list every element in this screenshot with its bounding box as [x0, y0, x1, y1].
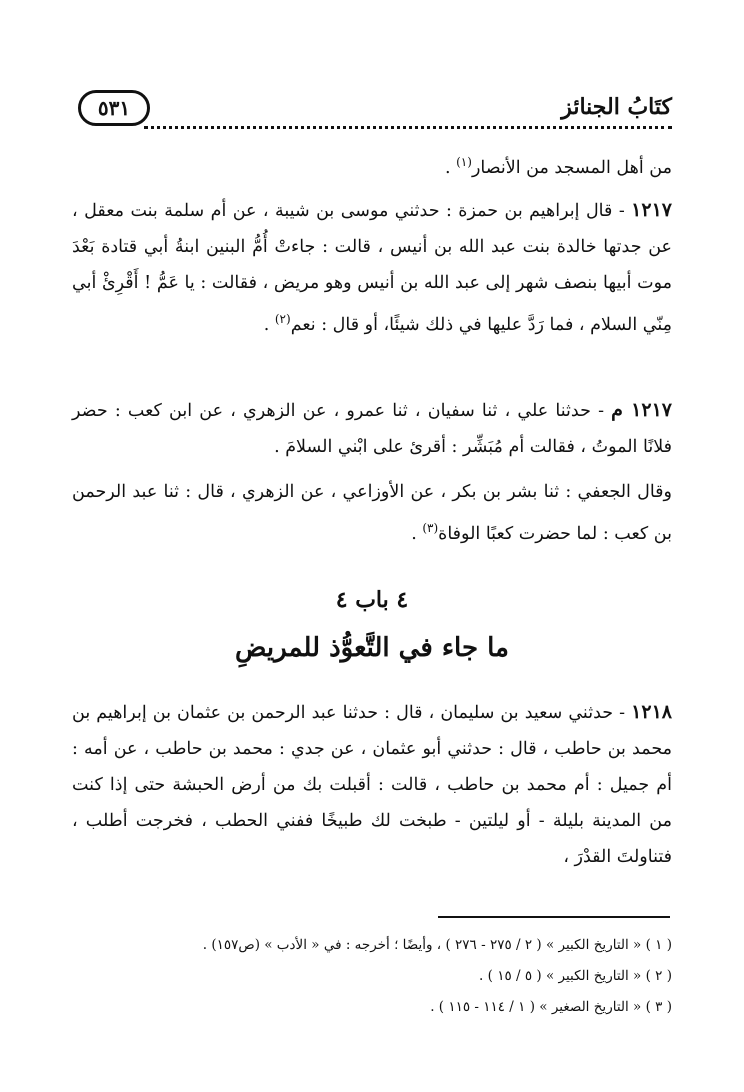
hadith-tail: . [263, 314, 275, 335]
narration-text: وقال الجعفي : ثنا بشر بن بكر ، عن الأوزاعي ، عن الزهري ، قال : ثنا عبد الرحمن بن كعب : لما حضرت كعبًا الوفاة [72, 482, 672, 544]
narration-jufi [72, 474, 672, 552]
footnote-ref: (٣) [422, 521, 439, 535]
hadith-text: - قال إبراهيم بن حمزة : حدثني موسى بن شيبة ، عن أم سلمة بنت معقل ، عن جدتها خالدة بنت عبد الله بن أنيس ، قالت : جاءتْ أُمُّ البنين ابنةُ أبي قتادة بَعْدَ موت أبيها بنصف شهر إلى عبد الله بن أنيس وهو مريض ، فقالت : يا عَمُّ ! أَقْرِئْ أبي مِنّي السلام ، فما رَدَّ عليها في ذلك شيئًا، أو قال : نعم [72, 201, 672, 335]
footnotes [72, 930, 672, 1023]
running-title: كتَابُ الجنائز [561, 94, 672, 120]
page-number-badge: ٥٣١ [78, 90, 150, 126]
hadith-number: ١٢١٨ [631, 701, 672, 723]
footnote-ref: (٢) [274, 312, 291, 326]
paragraph-text: من أهل المسجد من الأنصار [471, 157, 672, 178]
hadith-text: - حدثنا علي ، ثنا سفيان ، ثنا عمرو ، عن الزهري ، عن ابن كعب : حضر فلانًا الموتُ ، فقالت أم مُبَشِّر : أقرئ على ابْني السلامَ . [72, 401, 672, 457]
page-header [78, 86, 672, 132]
chapter-number: ٤ باب ٤ [335, 587, 409, 613]
paragraph-continuation [72, 144, 672, 186]
paragraph-tail: . [444, 157, 457, 178]
hadith-1218 [72, 694, 672, 875]
footnote-3: ( ٣ ) « التاريخ الصغير » ( ١ / ١١٤ - ١١٥ ) . [430, 999, 672, 1015]
hadith-number: ١٢١٧ م [611, 399, 672, 421]
footnote-1: ( ١ ) « التاريخ الكبير » ( ٢ / ٢٧٥ - ٢٧٦ ) ، وأيضًا ؛ أخرجه : في « الأدب » (ص١٥٧) . [202, 937, 672, 953]
chapter-title: ما جاء في التَّعوُّذ للمريضِ [235, 633, 509, 663]
footnote-ref: (١) [456, 155, 472, 169]
footnote-2: ( ٢ ) « التاريخ الكبير » ( ٥ / ١٥ ) . [479, 968, 672, 984]
hadith-number: ١٢١٧ [631, 199, 672, 221]
footnote-divider [438, 916, 670, 918]
narration-tail: . [411, 523, 423, 544]
hadith-1217 [72, 192, 672, 343]
hadith-1217m [72, 392, 672, 465]
header-divider [144, 126, 672, 129]
hadith-text: - حدثني سعيد بن سليمان ، قال : حدثنا عبد الرحمن بن عثمان بن إبراهيم بن محمد بن حاطب ، قال : حدثني أبو عثمان ، عن جدي : محمد بن حاطب ، عن أمه : أم جميل : أم محمد بن حاطب ، قالت : أقبلت بك من أرض الحبشة حتى إذا كنت من المدينة بليلة - أو ليلتين - طبخت لك طبيخًا ففني الحطب ، فخرجت أطلب ، فتناولتَ القدْرَ ، [72, 703, 672, 867]
